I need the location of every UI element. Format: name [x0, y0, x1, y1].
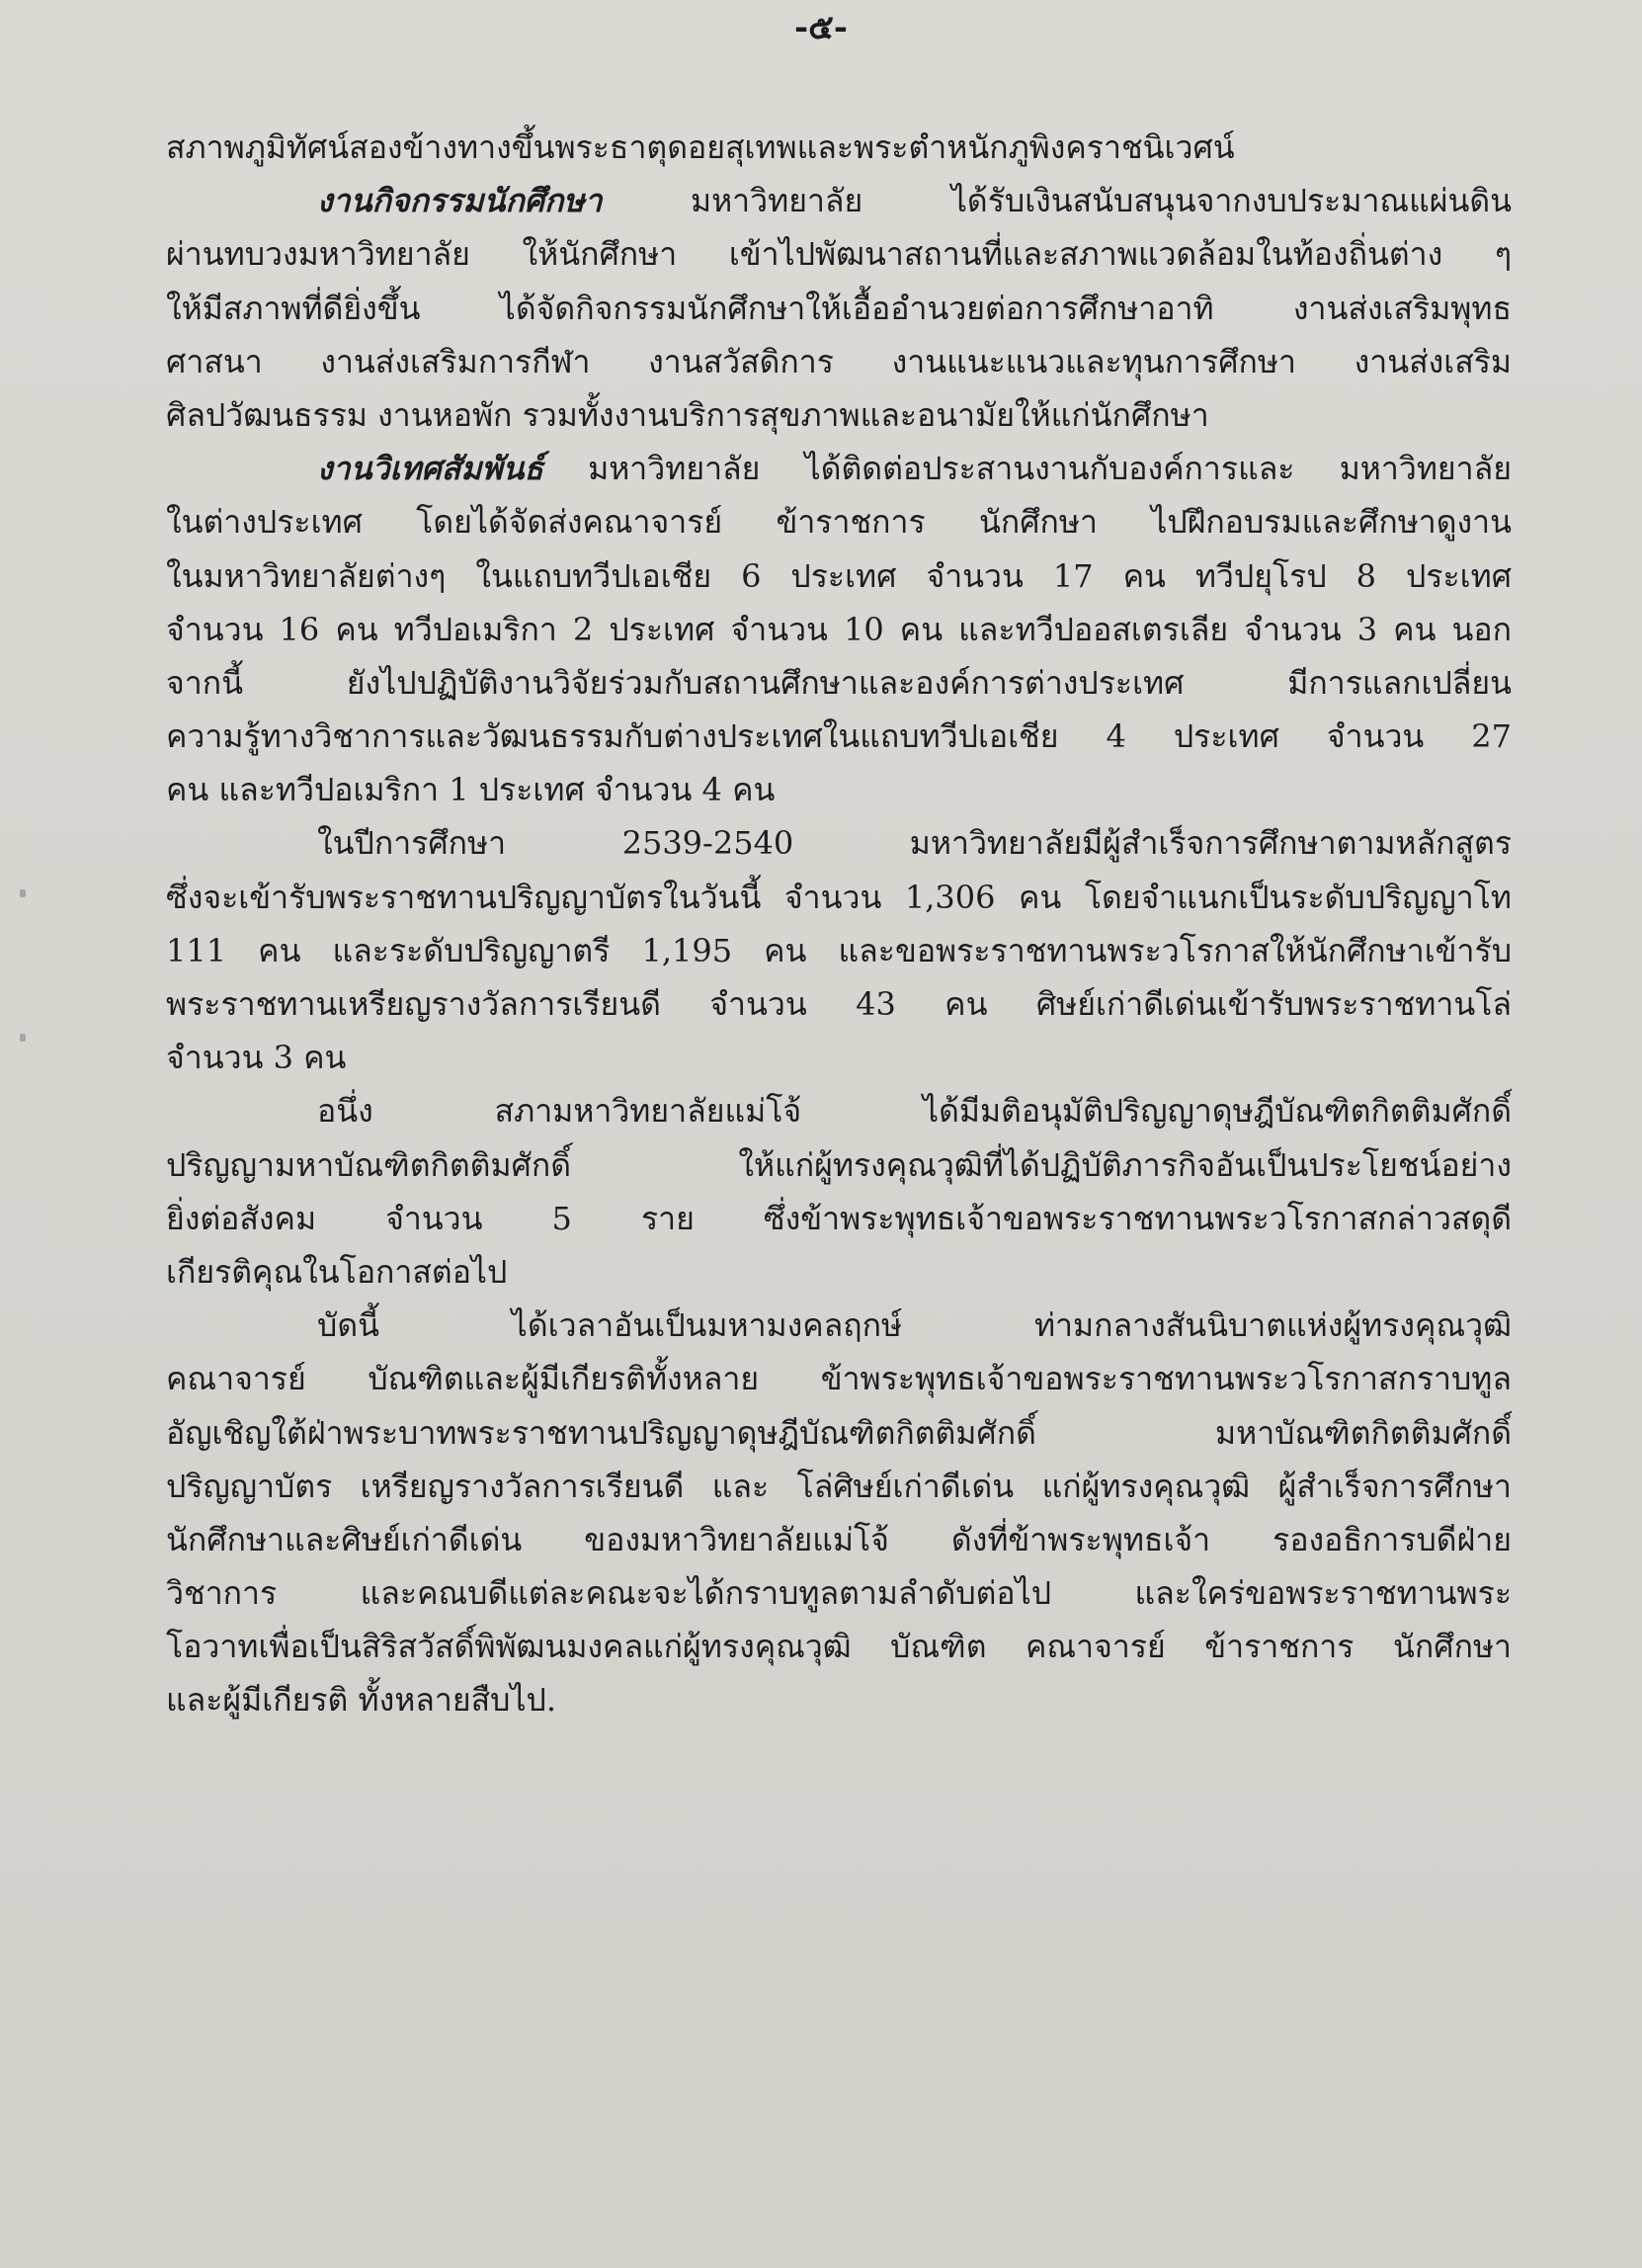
- margin-mark: [20, 1034, 26, 1042]
- paragraph-first-line: ในปีการศึกษา 2539-2540 มหาวิทยาลัยมีผู้สำเร็จการศึกษาตามหลักสูตร: [317, 824, 1512, 863]
- paragraph-line: นักศึกษาและศิษย์เก่าดีเด่น ของมหาวิทยาลัยแม่โจ้ ดังที่ข้าพระพุทธเจ้า รองอธิการบดีฝ่าย: [166, 1520, 1512, 1558]
- paragraph-line: สภาพภูมิทัศน์สองข้างทางขึ้นพระธาตุดอยสุเทพและพระตำหนักภูพิงคราชนิเวศน์: [166, 128, 1235, 166]
- paragraph-text: มหาวิทยาลัย ได้รับเงินสนับสนุนจากงบประมาณแผ่นดิน: [602, 182, 1512, 220]
- paragraph-line: ปริญญาบัตร เหรียญรางวัลการเรียนดี และ โล่ศิษย์เก่าดีเด่น แก่ผู้ทรงคุณวุฒิ ผู้สำเร็จการศึกษา: [166, 1467, 1512, 1505]
- paragraph-line: พระราชทานเหรียญรางวัลการเรียนดี จำนวน 43 คน ศิษย์เก่าดีเด่นเข้ารับพระราชทานโล่: [166, 985, 1512, 1023]
- document-body: [166, 121, 1512, 1727]
- paragraph-line: คน และทวีปอเมริกา 1 ประเทศ จำนวน 4 คน: [166, 771, 776, 809]
- paragraph-first-line: [166, 442, 1512, 495]
- paragraph-line: จำนวน 16 คน ทวีปอเมริกา 2 ประเทศ จำนวน 10 คน และทวีปออสเตรเลีย จำนวน 3 คน นอก: [166, 610, 1512, 648]
- paragraph-line: โอวาทเพื่อเป็นสิริสวัสดิ์พิพัฒนมงคลแก่ผู้ทรงคุณวุฒิ บัณฑิต คณาจารย์ ข้าราชการ นักศึกษา: [166, 1628, 1512, 1666]
- paragraph-line: ในต่างประเทศ โดยได้จัดส่งคณาจารย์ ข้าราชการ นักศึกษา ไปฝึกอบรมและศึกษาดูงาน: [166, 503, 1512, 542]
- paragraph-first-line: บัดนี้ ได้เวลาอันเป็นมหามงคลฤกษ์ ท่ามกลางสันนิบาตแห่งผู้ทรงคุณวุฒิ: [317, 1306, 1512, 1345]
- paragraph-line: ปริญญามหาบัณฑิตกิตติมศักดิ์ ให้แก่ผู้ทรงคุณวุฒิที่ได้ปฏิบัติภารกิจอันเป็นประโยชน์อย่าง: [166, 1145, 1512, 1184]
- paragraph-line: อัญเชิญใต้ฝ่าพระบาทพระราชทานปริญญาดุษฎีบัณฑิตกิตติมศักดิ์ มหาบัณฑิตกิตติมศักดิ์: [166, 1413, 1512, 1452]
- paragraph-line: ซึ่งจะเข้ารับพระราชทานปริญญาบัตรในวันนี้ จำนวน 1,306 คน โดยจำแนกเป็นระดับปริญญาโท: [166, 878, 1512, 916]
- paragraph-line: 111 คน และระดับปริญญาตรี 1,195 คน และขอพระราชทานพระวโรกาสให้นักศึกษาเข้ารับ: [166, 931, 1512, 969]
- paragraph-line: ความรู้ทางวิชาการและวัฒนธรรมกับต่างประเทศในแถบทวีปเอเชีย 4 ประเทศ จำนวน 27: [166, 717, 1512, 756]
- paragraph-first-line: [166, 174, 1512, 227]
- paragraph-line: จำนวน 3 คน: [166, 1039, 347, 1077]
- paragraph-line: ศิลปวัฒนธรรม งานหอพัก รวมทั้งงานบริการสุขภาพและอนามัยให้แก่นักศึกษา: [166, 395, 1209, 434]
- paragraph-line: ผ่านทบวงมหาวิทยาลัย ให้นักศึกษา เข้าไปพัฒนาสถานที่และสภาพแวดล้อมในท้องถิ่นต่าง ๆ: [166, 235, 1512, 274]
- paragraph-line: เกียรติคุณในโอกาสต่อไป: [166, 1252, 508, 1291]
- page-number: -๕-: [794, 8, 848, 47]
- paragraph-line: ให้มีสภาพที่ดียิ่งขึ้น ได้จัดกิจกรรมนักศึกษาให้เอื้ออำนวยต่อการศึกษาอาทิ งานส่งเสริมพุทธ: [166, 289, 1512, 327]
- paragraph-line: จากนี้ ยังไปปฏิบัติงานวิจัยร่วมกับสถานศึกษาและองค์การต่างประเทศ มีการแลกเปลี่ยน: [166, 663, 1512, 702]
- margin-mark: [20, 889, 26, 897]
- section-heading: งานวิเทศสัมพันธ์: [317, 450, 543, 488]
- paragraph-line: วิชาการ และคณบดีแต่ละคณะจะได้กราบทูลตามลำดับต่อไป และใคร่ขอพระราชทานพระ: [166, 1574, 1512, 1613]
- section-heading: งานกิจกรรมนักศึกษา: [317, 182, 603, 220]
- paragraph-line: คณาจารย์ บัณฑิตและผู้มีเกียรติทั้งหลาย ข้าพระพุทธเจ้าขอพระราชทานพระวโรกาสกราบทูล: [166, 1360, 1512, 1398]
- paragraph-line: ศาสนา งานส่งเสริมการกีฬา งานสวัสดิการ งานแนะแนวและทุนการศึกษา งานส่งเสริม: [166, 342, 1512, 380]
- paragraph-text: มหาวิทยาลัย ได้ติดต่อประสานงานกับองค์การและ มหาวิทยาลัย: [542, 450, 1512, 488]
- paragraph-line: ยิ่งต่อสังคม จำนวน 5 ราย ซึ่งข้าพระพุทธเจ้าขอพระราชทานพระวโรกาสกล่าวสดุดี: [166, 1199, 1512, 1237]
- paragraph-first-line: อนึ่ง สภามหาวิทยาลัยแม่โจ้ ได้มีมติอนุมัติปริญญาดุษฎีบัณฑิตกิตติมศักดิ์: [317, 1092, 1512, 1131]
- paragraph-line: และผู้มีเกียรติ ทั้งหลายสืบไป.: [166, 1681, 557, 1720]
- paragraph-line: ในมหาวิทยาลัยต่างๆ ในแถบทวีปเอเชีย 6 ประเทศ จำนวน 17 คน ทวีปยุโรป 8 ประเทศ: [166, 556, 1512, 595]
